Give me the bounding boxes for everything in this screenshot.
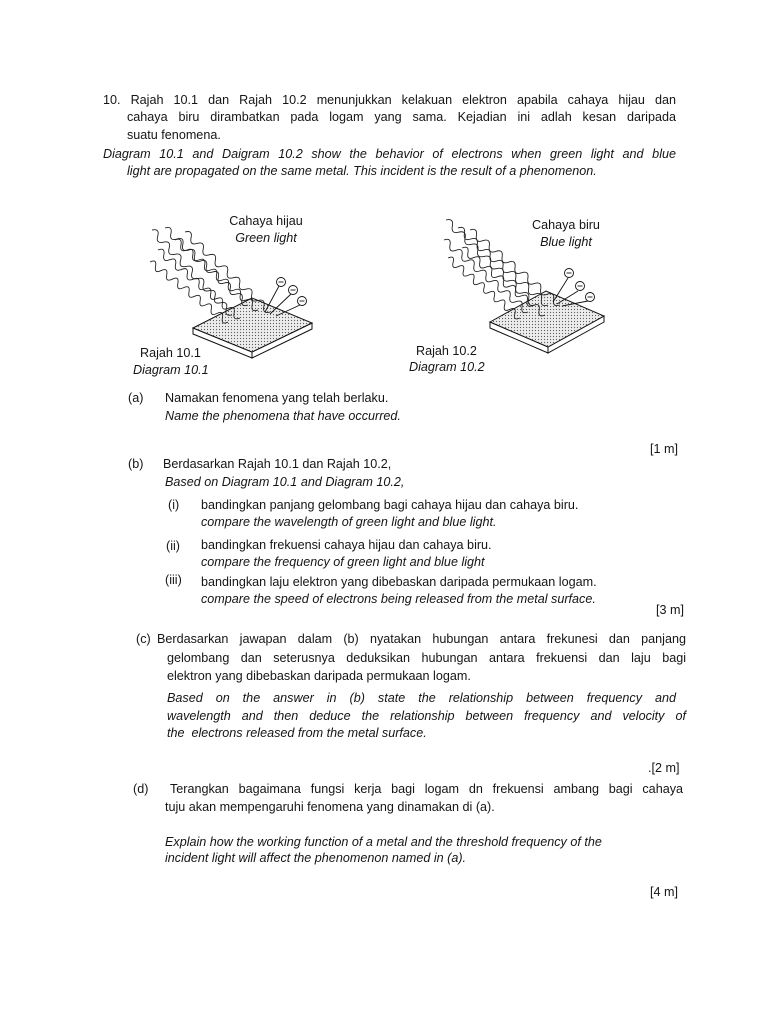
part-d-line-ms: Terangkan bagaimana fungsi kerja bagi logam dn frekuensi ambang bagi cahaya	[170, 782, 683, 796]
part-b-item-en: compare the wavelength of green light and blue light.	[201, 515, 497, 529]
diagram-2-caption-en: Diagram 10.2	[409, 360, 485, 374]
intro-en-line: light are propagated on the same metal. This incident is the result of a phenomenon.	[127, 164, 597, 178]
part-b-item-en: compare the frequency of green light and blue light	[201, 555, 485, 569]
diagram-10-2-figure	[435, 212, 615, 357]
part-b-question-en: Based on Diagram 10.1 and Diagram 10.2,	[165, 475, 405, 489]
part-d-line-ms: tuju akan mempengaruhi fenomena yang dinamakan di (a).	[165, 800, 495, 814]
part-b-label: (b)	[128, 457, 144, 471]
part-c-label: (c)	[136, 632, 151, 646]
part-b-question-ms: Berdasarkan Rajah 10.1 dan Rajah 10.2,	[163, 457, 392, 471]
part-b-item-label: (ii)	[166, 539, 180, 553]
part-c-line-ms: elektron yang dibebaskan daripada permukaan logam.	[167, 669, 471, 683]
part-b-item-ms: bandingkan laju elektron yang dibebaskan daripada permukaan logam.	[201, 575, 597, 589]
diagram-1-caption-ms: Rajah 10.1	[140, 346, 201, 360]
part-c-line-ms: gelombang dan seterusnya deduksikan hubungan antara frekuensi dan laju bagi	[167, 651, 686, 665]
part-b-item-ms: bandingkan frekuensi cahaya hijau dan cahaya biru.	[201, 538, 492, 552]
diagram-1-light-label-en: Green light	[235, 231, 297, 245]
part-c-line-en: wavelength and then deduce the relationship between frequency and velocity of	[167, 709, 686, 723]
part-b-item-en: compare the speed of electrons being released from the metal surface.	[201, 592, 596, 606]
metal-plate-top	[193, 298, 312, 352]
part-d-line-en: incident light will affect the phenomenon named in (a).	[165, 851, 467, 865]
part-d-marks: [4 m]	[650, 885, 678, 899]
part-a-label: (a)	[128, 391, 144, 405]
diagram-1-caption-en: Diagram 10.1	[133, 363, 209, 377]
part-b-marks: [3 m]	[656, 603, 684, 617]
part-c-marks: .[2 m]	[648, 761, 680, 775]
diagram-2-caption-ms: Rajah 10.2	[416, 344, 477, 358]
intro-ms-line: 10. Rajah 10.1 dan Rajah 10.2 menunjukkan kelakuan elektron apabila cahaya hijau dan	[103, 93, 676, 107]
part-c-line-en: the electrons released from the metal surface.	[167, 726, 427, 740]
diagram-2-light-label-en: Blue light	[540, 235, 592, 249]
part-c-line-ms: Berdasarkan jawapan dalam (b) nyatakan hubungan antara frekunesi dan panjang	[157, 632, 686, 646]
intro-en-line: Diagram 10.1 and Daigram 10.2 show the behavior of electrons when green light and blue	[103, 147, 676, 161]
part-a-question-ms: Namakan fenomena yang telah berlaku.	[165, 391, 389, 405]
part-c-line-en: Based on the answer in (b) state the relationship between frequency and	[167, 691, 676, 705]
diagram-2-light-label-ms: Cahaya biru	[532, 218, 600, 232]
intro-ms-line: suatu fenomena.	[127, 128, 221, 142]
part-b-item-label: (i)	[168, 498, 180, 512]
intro-ms-line: cahaya biru dirambatkan pada logam yang sama. Kejadian ini adlah kesan daripada	[127, 110, 676, 124]
part-a-marks: [1 m]	[650, 442, 678, 456]
part-d-line-en: Explain how the working function of a metal and the threshold frequency of the	[165, 835, 602, 849]
part-d-label: (d)	[133, 782, 149, 796]
diagram-1-light-label-ms: Cahaya hijau	[229, 214, 303, 228]
part-b-item-label: (iii)	[165, 573, 182, 587]
part-b-item-ms: bandingkan panjang gelombang bagi cahaya hijau dan cahaya biru.	[201, 498, 579, 512]
part-a-question-en: Name the phenomena that have occurred.	[165, 409, 401, 423]
